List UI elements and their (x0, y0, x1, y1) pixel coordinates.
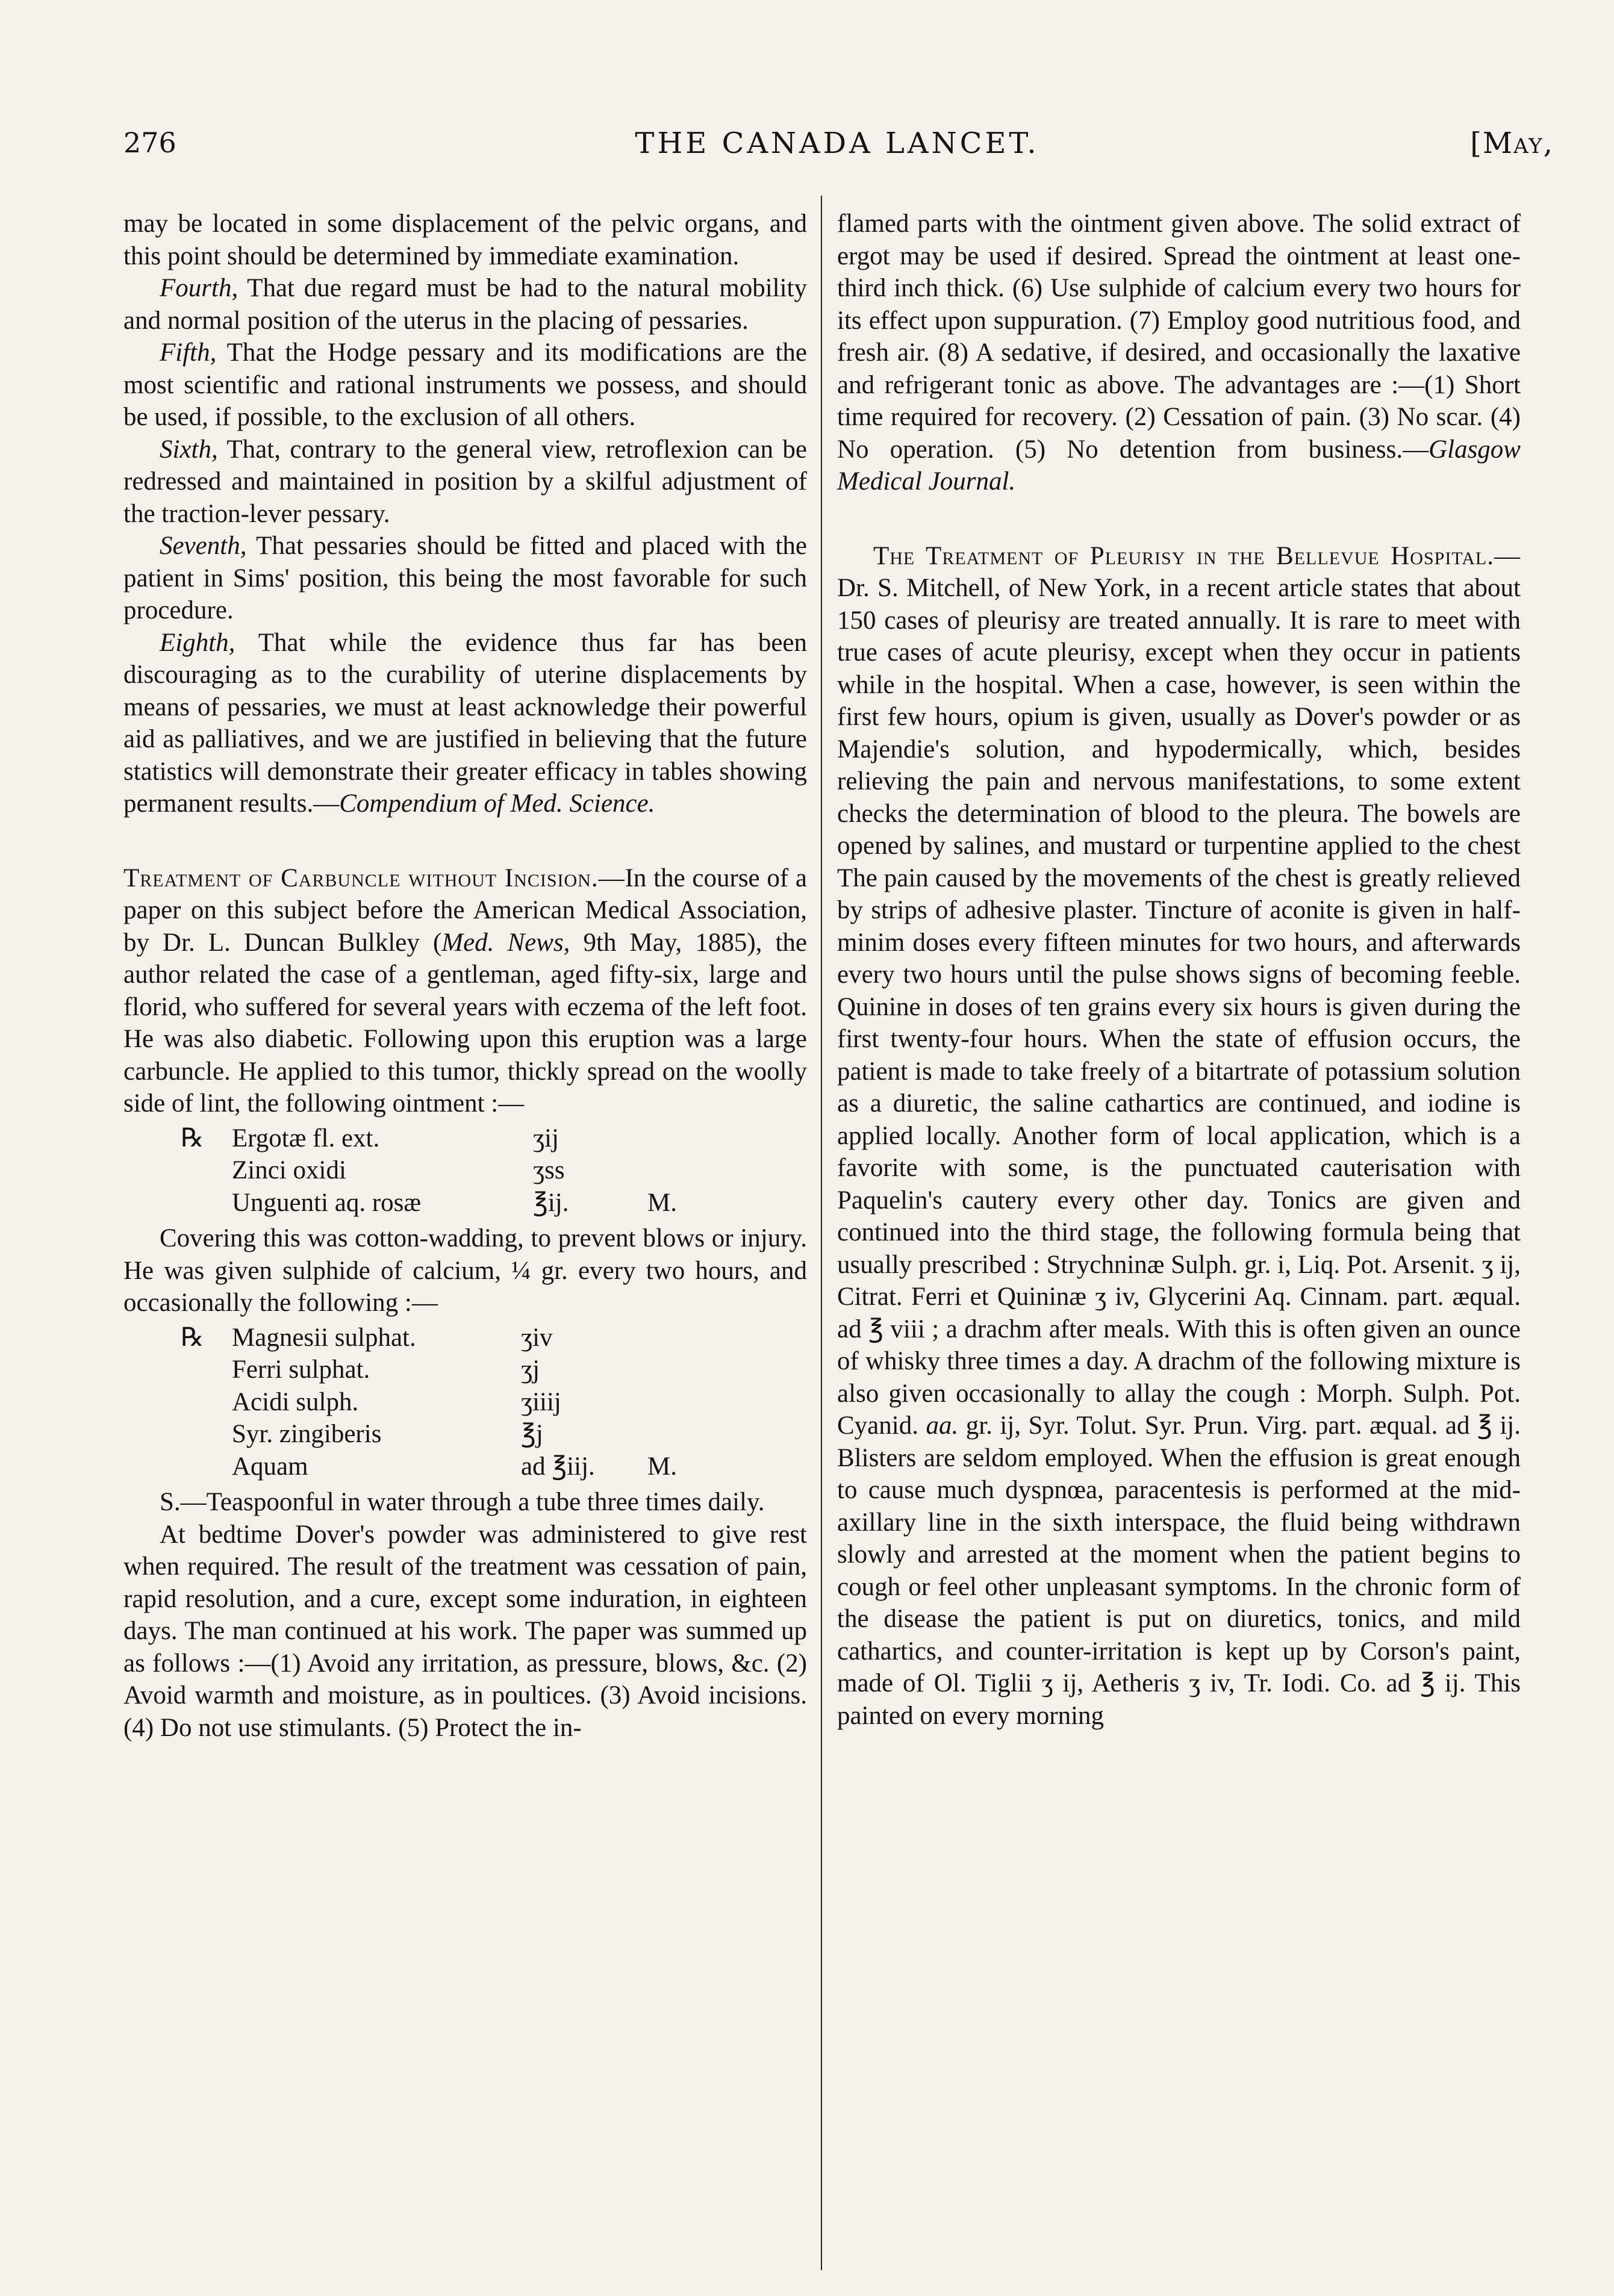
prescription-mixture (181, 1322, 807, 1483)
rx-drug: Acidi sulph. (232, 1387, 359, 1416)
source-citation: Glasgow Medical Journal. (837, 435, 1521, 496)
rx-dose: ʒiiij (521, 1387, 561, 1416)
rx-end (647, 1418, 720, 1451)
column-divider (821, 196, 822, 2270)
rx-drug: Ergotæ fl. ext. (232, 1124, 380, 1153)
abbreviation: aa. (926, 1411, 959, 1440)
paragraph: Covering this was cotton-wadding, to prevent blows or injury. He was given sulphide of calcium, ¼ gr. every two hours, and occasionally the following :— (123, 1224, 807, 1317)
paragraph (837, 208, 1521, 498)
paragraph-text: That due regard must be had to the natural mobility and normal position of the uterus in the placing of pessaries. (123, 274, 807, 335)
rx-end (647, 1322, 720, 1354)
paragraph-text: That while the evidence thus far has been discouraging as to the curability of uterine displacements by means of pessaries, we must at least acknowledge their powerful aid as palliatives, and we are justified in believing that the future statistics will demonstrate their greater efficacy in tables showing permanent results.— (123, 628, 807, 818)
article-text: gr. ij, Syr. Tolut. Syr. Prun. Virg. part. æqual. ad ℥ ij. Blisters are seldom employed. When the effusion is great enough to cause much dyspnœa, paracentesis is performed at the mid-axillary line in the sixth interspace, the fluid being withdrawn slowly and arrested at the moment when the patient begins to cough or feel other unpleasant symptoms. In the chronic form of the disease the patient is put on diuretics, tonics, and mild cathartics, and counter-irritation is kept up by Corson's paint, made of Ol. Tiglii ʒ ij, Aetheris ʒ iv, Tr. Iodi. Co. ad ℥ ij. This painted on every morning (837, 1411, 1521, 1730)
paragraph-eighth (123, 627, 807, 820)
article-text: Dr. S. Mitchell, of New York, in a recent article states that about 150 cases of pleurisy are treated annually. It is rare to meet with true cases of acute pleurisy, except when they occur in patients while in the hospital. When a case, however, is seen within the first few hours, opium is given, usually as Dover's powder or as Majendie's solution, and hypodermically, which, besides relieving the pain and nervous manifestations, to some extent checks the determination of blood to the pleura. The bowels are opened by salines, and mustard or turpentine applied to the chest The pain caused by the movements of the chest is greatly relieved by strips of adhesive plaster. Tincture of aconite is given in half-minim doses every fifteen minutes for two hours, and afterwards every two hours until the pulse shows signs of becoming feeble. Quinine in doses of ten grains every six hours is given during the first twenty-four hours. When the state of effusion occurs, the patient is made to take freely of a bitartrate of potassium solution as a diuretic, the saline cathartics are continued, and iodine is applied locally. Another form of local application, which is a favorite with some, is the punctuated cauterisation with Paquelin's cautery every other day. Tonics are given and continued into the third stage, the following formula being that usually prescribed : Strychninæ Sulph. gr. i, Liq. Pot. Arsenit. ʒ ij, Citrat. Ferri et Quininæ ʒ iv, Glycerini Aq. Cinnam. part. æqual. ad ℥ viii ; a drachm after meals. With this is often given an ounce of whisky three times a day. A drachm of the following mixture is also given occasionally to allay the cough : Morph. Sulph. Pot. Cyanid. (837, 574, 1521, 1440)
paragraph-seventh (123, 530, 807, 627)
article-title: The Treatment of Pleurisy in the Bellevue Hospital.— (873, 541, 1521, 570)
rx-icon (181, 1154, 232, 1187)
paragraph: At bedtime Dover's powder was administered to give rest when required. The result of the treatment was cessation of pain, rapid resolution, and a cure, except some induration, in eighteen days. The man continued at his work. The paper was summed up as follows :—(1) Avoid any irritation, as pressure, blows, &c. (2) Avoid warmth and moisture, as in poultices. (3) Avoid incisions. (4) Do not use stimulants. (5) Protect the in- (123, 1520, 807, 1742)
journal-page (120, 126, 1554, 2270)
prescription-ointment (181, 1122, 807, 1219)
rx-icon (181, 1451, 232, 1483)
journal-title: THE CANADA LANCET. (635, 126, 1039, 160)
paragraph-text: That the Hodge pessary and its modifications are the most scientific and rational instruments we possess, and should be used, if possible, to the exclusion of all others. (123, 338, 807, 431)
running-header (120, 126, 1554, 181)
rx-icon (181, 1354, 232, 1386)
rx-end (647, 1154, 720, 1187)
rx-end: M. (647, 1452, 677, 1481)
ordinal-label: Fourth, (160, 274, 238, 302)
rx-drug: Ferri sulphat. (232, 1355, 370, 1384)
ordinal-label: Eighth, (160, 628, 235, 657)
source-citation: Compendium of Med. Science. (339, 789, 655, 818)
rx-icon (181, 1187, 232, 1219)
rx-end: M. (647, 1188, 677, 1217)
article-text: 9th May, 1885), the author related the case of a gentleman, aged fifty-six, large and florid, who suffered for several years with eczema of the left foot. He was also diabetic. Following upon this eruption was a large carbuncle. He applied to this tumor, thickly spread on the woolly side of lint, the following ointment :— (123, 928, 808, 1118)
paragraph-fifth (123, 337, 807, 434)
rx-dose: ʒss (533, 1156, 565, 1184)
rx-icon: ℞ (181, 1323, 204, 1352)
rx-dose: ℥j (521, 1420, 543, 1448)
rx-icon (181, 1418, 232, 1451)
article-text: In the course of a paper on this subject before the American Medical Association, by Dr. L. Duncan Bulkley ( (123, 863, 808, 957)
paragraph-sixth (123, 434, 807, 530)
rx-drug: Unguenti aq. rosæ (232, 1188, 422, 1217)
right-column (837, 208, 1521, 1732)
left-column (123, 208, 807, 1744)
paragraph-text: flamed parts with the ointment given above. The solid extract of ergot may be used if desired. Spread the ointment at least one-third inch thick. (6) Use sulphide of calcium every two hours for its effect upon suppuration. (7) Employ good nutritious food, and fresh air. (8) A sedative, if desired, and occasionally the laxative and refrigerant tonic as above. The advantages are :—(1) Short time required for recovery. (2) Cessation of pain. (3) No scar. (4) No operation. (5) No detention from business.— (837, 210, 1521, 464)
article-pleurisy (837, 540, 1521, 1732)
rx-dose: ʒiv (521, 1323, 553, 1352)
rx-end (647, 1386, 720, 1419)
rx-drug: Magnesii sulphat. (232, 1323, 416, 1352)
paragraph-text: That, contrary to the general view, retroflexion can be redressed and maintained in position by a skilful adjustment of the traction-lever pessary. (123, 435, 807, 528)
article-carbuncle (123, 862, 807, 1120)
paragraph-text: That pessaries should be fitted and placed with the patient in Sims' position, this being the most favorable for such procedure. (123, 532, 807, 624)
rx-drug: Syr. zingiberis (232, 1420, 382, 1448)
paragraph: S.—Teaspoonful in water through a tube three times daily. (160, 1488, 765, 1516)
rx-icon (181, 1386, 232, 1419)
ordinal-label: Fifth, (160, 338, 217, 367)
rx-end (647, 1122, 720, 1155)
ordinal-label: Seventh, (160, 532, 247, 560)
rx-dose: ad ℥iij. (521, 1452, 595, 1481)
paragraph-fourth (123, 272, 807, 337)
rx-drug: Zinci oxidi (232, 1156, 346, 1184)
rx-drug: Aquam (232, 1452, 308, 1481)
rx-dose: ʒij (533, 1124, 559, 1153)
ordinal-label: Sixth, (160, 435, 218, 464)
rx-icon: ℞ (181, 1124, 204, 1153)
article-title: Treatment of Carbuncle without Incision.— (123, 863, 625, 892)
rx-end (647, 1354, 720, 1386)
rx-dose: ℥ij. (533, 1188, 569, 1217)
citation: Med. News, (441, 928, 570, 957)
rx-dose: ʒj (521, 1355, 540, 1384)
page-number: 276 (123, 126, 176, 159)
header-month: [May, (1470, 126, 1554, 160)
paragraph: may be located in some displacement of the pelvic organs, and this point should be determined by immediate examination. (123, 210, 807, 270)
